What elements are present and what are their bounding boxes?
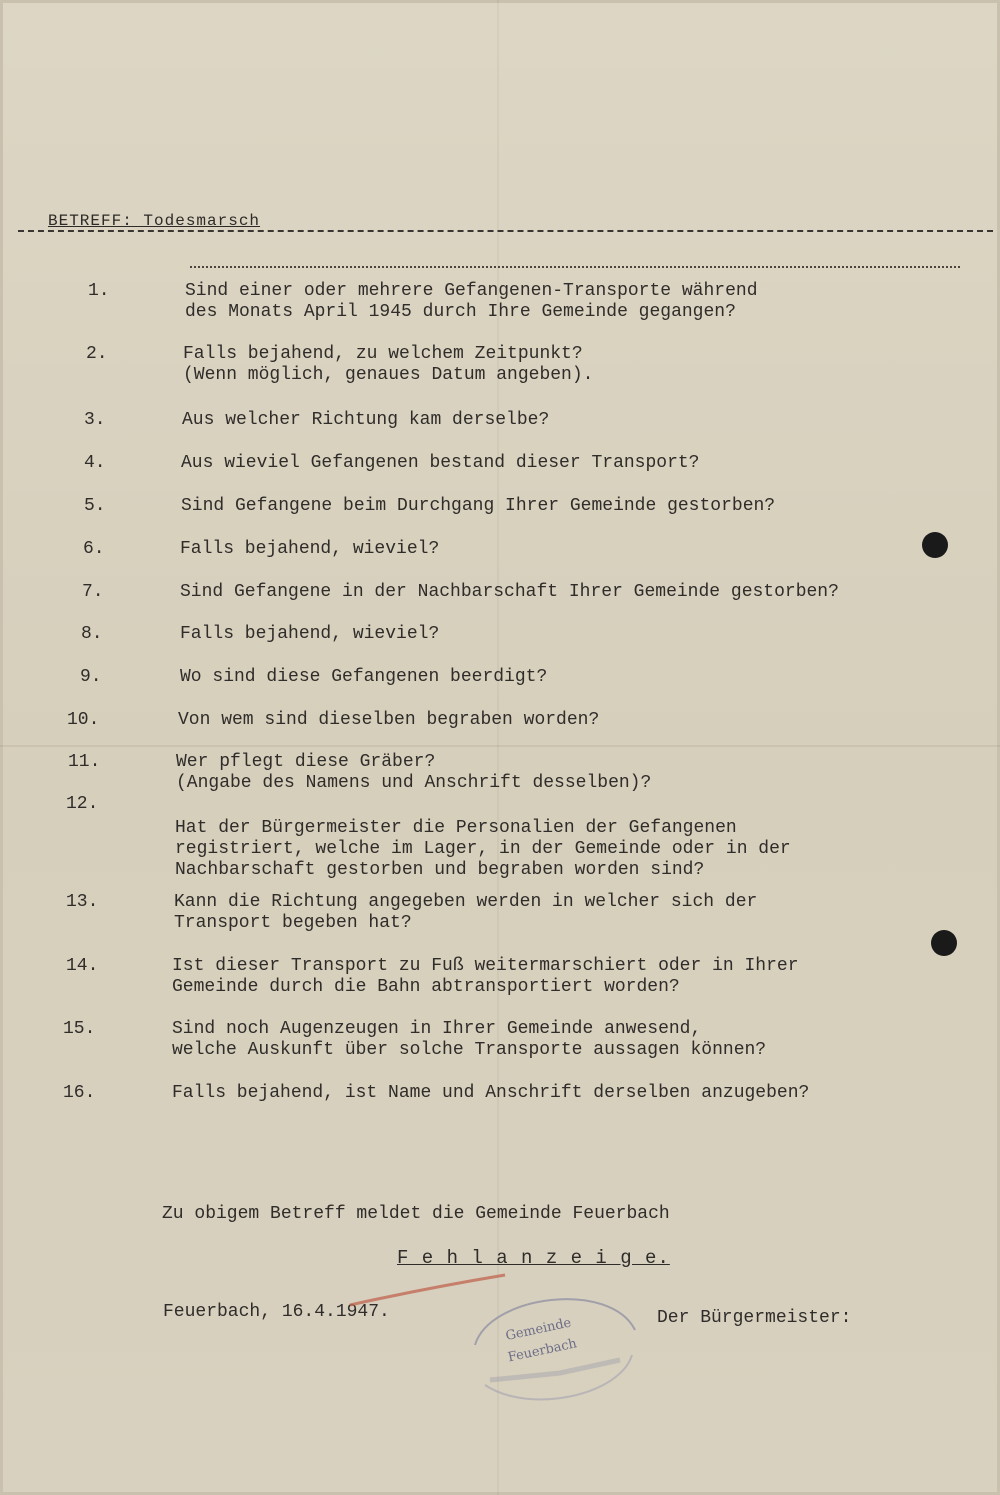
question-number: 4. (84, 453, 106, 473)
punch-hole (931, 930, 957, 956)
question-number: 15. (63, 1019, 96, 1039)
report-result: F e h l a n z e i g e. (397, 1247, 670, 1269)
question-number: 10. (67, 710, 100, 730)
question-number: 13. (66, 892, 99, 912)
question-number: 6. (83, 539, 105, 559)
fold-crease (0, 745, 1000, 747)
punch-hole (922, 532, 948, 558)
question-text: Falls bejahend, wieviel? (180, 539, 440, 559)
question-text: Falls bejahend, ist Name und Anschrift derselben anzugeben? (172, 1083, 810, 1103)
question-number: 5. (84, 496, 106, 516)
question-number: 7. (82, 582, 104, 602)
report-intro: Zu obigem Betreff meldet die Gemeinde Feuerbach (162, 1204, 670, 1224)
subject-line (18, 208, 993, 238)
question-number: 14. (66, 956, 99, 976)
question-number: 1. (88, 281, 110, 301)
question-text: Wer pflegt diese Gräber? (Angabe des Namens und Anschrift desselben)? (176, 752, 652, 793)
question-text: Sind noch Augenzeugen in Ihrer Gemeinde anwesend, welche Auskunft über solche Transporte aussagen können? (172, 1019, 767, 1060)
question-text: Von wem sind dieselben begraben worden? (178, 710, 600, 730)
question-number: 16. (63, 1083, 96, 1103)
dotted-rule (190, 266, 960, 268)
question-text: Wo sind diese Gefangenen beerdigt? (180, 667, 548, 687)
question-text: Aus wieviel Gefangenen bestand dieser Transport? (181, 453, 700, 473)
subject-rule (18, 230, 993, 232)
question-number: 12. (66, 794, 99, 814)
question-number: 3. (84, 410, 106, 430)
question-text: Sind Gefangene in der Nachbarschaft Ihrer Gemeinde gestorben? (180, 582, 839, 602)
question-text: Aus welcher Richtung kam derselbe? (182, 410, 550, 430)
question-text: Falls bejahend, wieviel? (180, 624, 440, 644)
question-text: Hat der Bürgermeister die Personalien der Gefangenen registriert, welche im Lager, in der Gemeinde oder in der Nachbarschaft gestorben und begraben worden sind? (175, 818, 791, 880)
question-number: 9. (80, 667, 102, 687)
question-number: 11. (68, 752, 101, 772)
question-text: Sind Gefangene beim Durchgang Ihrer Gemeinde gestorben? (181, 496, 776, 516)
signature-mark (345, 1270, 515, 1310)
question-text: Falls bejahend, zu welchem Zeitpunkt? (Wenn möglich, genaues Datum angeben). (183, 344, 594, 385)
signatory-title: Der Bürgermeister: (657, 1308, 852, 1328)
stamp-text: Feuerbach (506, 1336, 579, 1366)
question-number: 2. (86, 344, 108, 364)
question-number: 8. (81, 624, 103, 644)
question-text: Ist dieser Transport zu Fuß weitermarschiert oder in Ihrer Gemeinde durch die Bahn abtransportiert worden? (172, 956, 799, 997)
stamp-text: Gemeinde (504, 1315, 573, 1345)
subject-label: BETREFF: Todesmarsch (48, 212, 261, 230)
question-text: Kann die Richtung angegeben werden in welcher sich der Transport begeben hat? (174, 892, 758, 933)
question-text: Sind einer oder mehrere Gefangenen-Transporte während des Monats April 1945 durch Ihre Gemeinde gegangen? (185, 281, 758, 322)
place-date: Feuerbach, 16.4.1947. (163, 1302, 390, 1322)
